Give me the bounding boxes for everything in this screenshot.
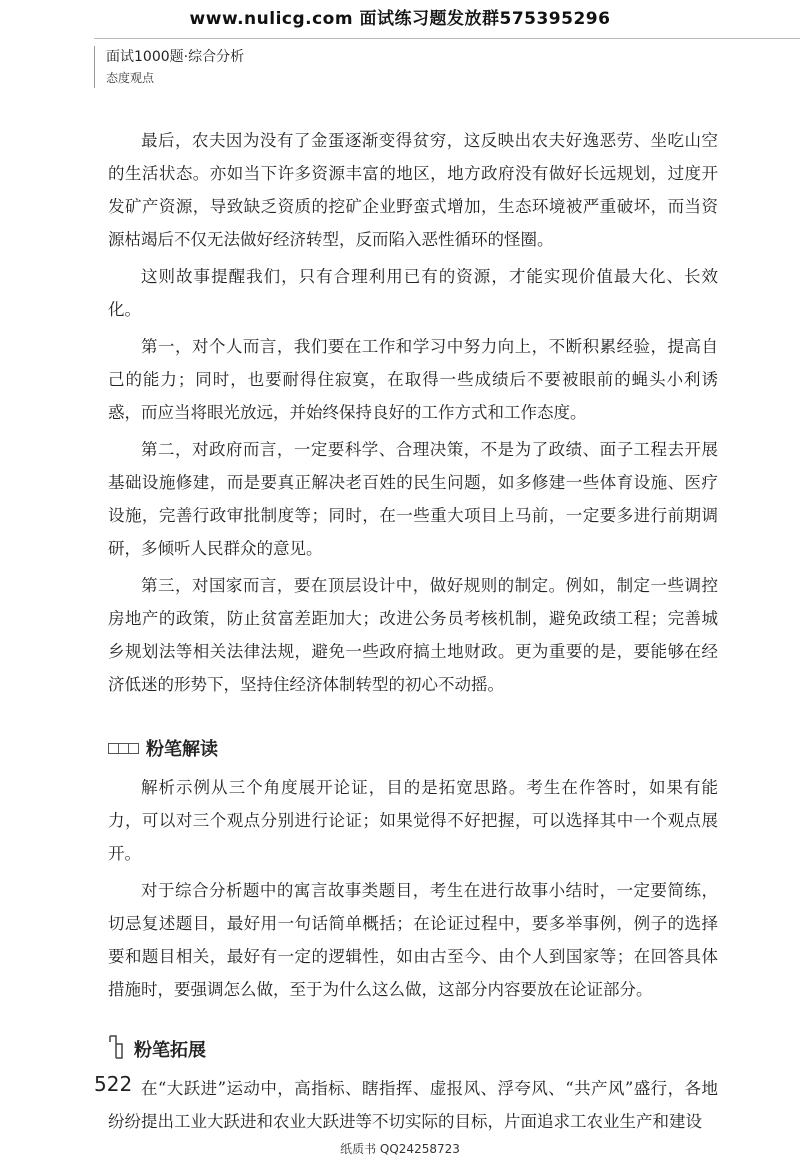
section-paragraph: 对于综合分析题中的寓言故事类题目，考生在进行故事小结时，一定要简练，切忌复述题目，最好用一句话简单概括；在论证过程中，要多举事例，例子的选择要和题目相关，最好有一定的逻辑性，如由古至今、由个人到国家等；在回答具体措施时，要强调怎么做，至于为什么这么做，这部分内容要放在论证部分。 bbox=[108, 881, 718, 999]
footer-note: 纸质书 QQ24258723 bbox=[340, 1142, 460, 1156]
body-paragraph: 第一，对个人而言，我们要在工作和学习中努力向上，不断积累经验，提高自己的能力；同时，也要耐得住寂寞，在取得一些成绩后不要被眼前的蝇头小利诱惑，而应当将眼光放远，并始终保持良好的工作方式和工作态度。 bbox=[108, 337, 718, 422]
section-heading-text: 粉笔拓展 bbox=[134, 1040, 206, 1061]
spacer bbox=[108, 1010, 718, 1032]
section-heading-extension bbox=[108, 1032, 718, 1066]
spacer bbox=[108, 705, 718, 731]
section-heading-interpretation bbox=[108, 731, 718, 765]
body-paragraph: 这则故事提醒我们，只有合理利用已有的资源，才能实现价值最大化、长效化。 bbox=[108, 267, 718, 319]
body-paragraph: 最后，农夫因为没有了金蛋逐渐变得贫穷，这反映出农夫好逸恶劳、坐吃山空的生活状态。亦如当下许多资源丰富的地区，地方政府没有做好长远规划，过度开发矿产资源，导致缺乏资质的挖矿企业野蛮式增加，生态环境被严重破坏，而当资源枯竭后不仅无法做好经济转型，反而陷入恶性循环的怪圈。 bbox=[108, 131, 718, 249]
section-paragraph: 在“大跃进”运动中，高指标、瞎指挥、虚报风、浮夸风、“共产风”盛行，各地纷纷提出工业大跃进和农业大跃进等不切实际的目标，片面追求工农业生产和建设 bbox=[108, 1079, 718, 1131]
watermark-banner: www.nulicg.com 面试练习题发放群575395296 bbox=[189, 9, 611, 29]
section-heading-text: 粉笔解读 bbox=[146, 739, 218, 760]
page-number: 522 bbox=[94, 1072, 133, 1096]
header-book-title: 面试1000题·综合分析 bbox=[106, 49, 245, 65]
header-section-title: 态度观点 bbox=[106, 71, 155, 85]
header-side-bar bbox=[94, 46, 95, 88]
body-paragraph: 第三，对国家而言，要在顶层设计中，做好规则的制定。例如，制定一些调控房地产的政策，防止贫富差距加大；改进公务员考核机制，避免政绩工程；完善城乡规划法等相关法律法规，避免一些政府搞土地财政。更为重要的是，要能够在经济低迷的形势下，坚持住经济体制转型的初心不动摇。 bbox=[108, 576, 718, 694]
section-paragraph: 解析示例从三个角度展开论证，目的是拓宽思路。考生在作答时，如果有能力，可以对三个观点分别进行论证；如果觉得不好把握，可以选择其中一个观点展开。 bbox=[108, 778, 718, 863]
pen-marker-icon bbox=[108, 1034, 124, 1065]
grid-boxes-icon bbox=[108, 743, 138, 754]
header-divider bbox=[94, 38, 800, 39]
page-content bbox=[108, 124, 718, 1142]
body-paragraph: 第二，对政府而言，一定要科学、合理决策，不是为了政绩、面子工程去开展基础设施修建，而是要真正解决老百姓的民生问题，如多修建一些体育设施、医疗设施，完善行政审批制度等；同时，在一些重大项目上马前，一定要多进行前期调研，多倾听人民群众的意见。 bbox=[108, 440, 718, 558]
